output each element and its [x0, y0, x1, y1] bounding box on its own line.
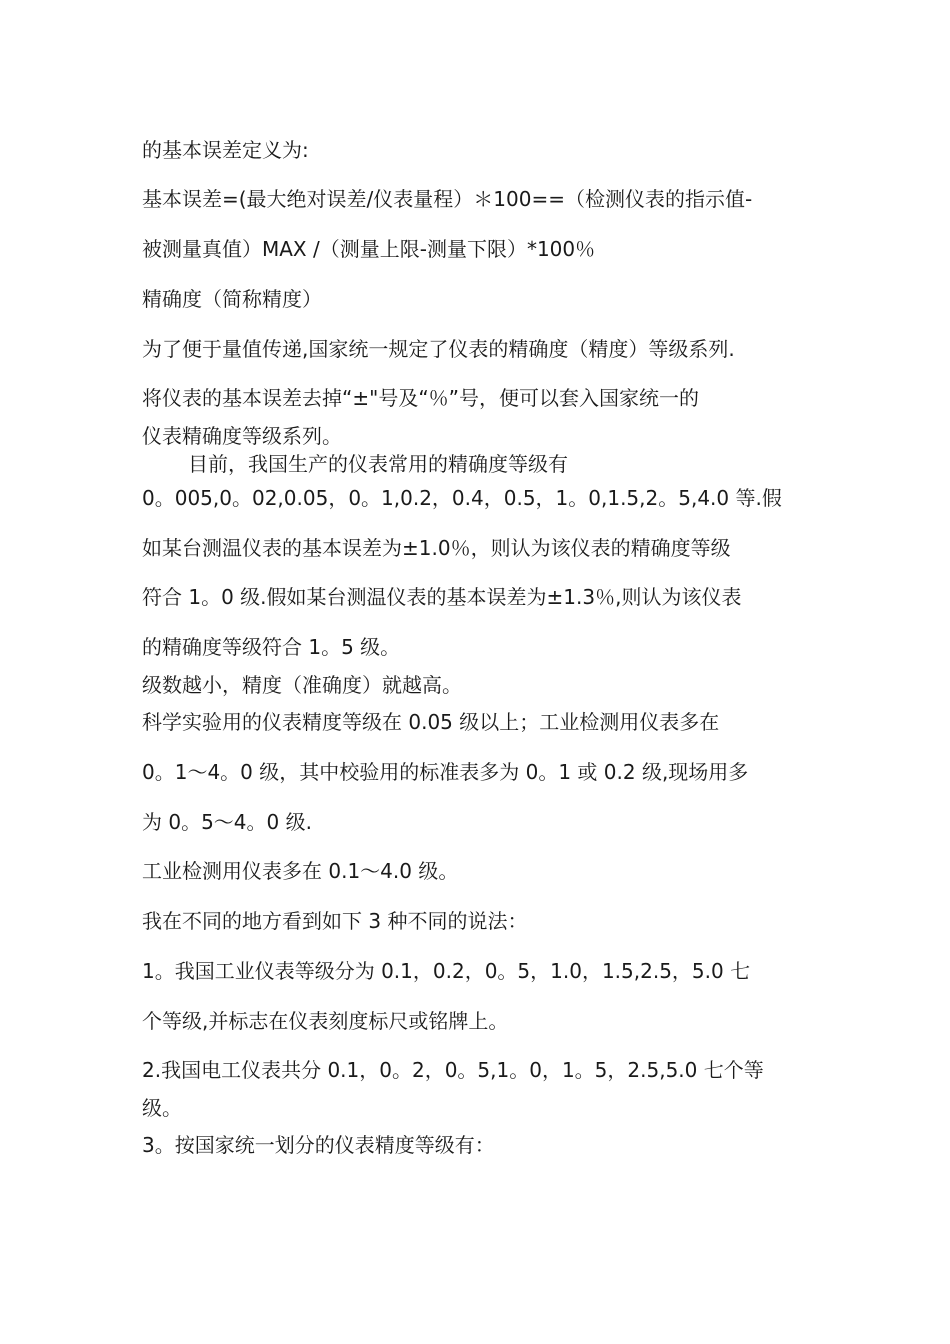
text-line-23: 3。按国家统一划分的仪表精度等级有： — [142, 1133, 495, 1157]
text-line-2: 基本误差=(最大绝对误差/仪表量程）＊100==（检测仪表的指示值- — [142, 187, 753, 211]
text-line-3: 被测量真值）MAX /（测量上限-测量下限）*100％ — [142, 237, 596, 261]
text-line-18: 我在不同的地方看到如下 3 种不同的说法： — [142, 909, 528, 933]
text-line-13: 级数越小，精度（准确度）就越高。 — [142, 673, 462, 697]
text-line-17: 工业检测用仪表多在 0.1～4.0 级。 — [142, 859, 459, 883]
text-line-6: 将仪表的基本误差去掉“±"号及“％”号，便可以套入国家统一的 — [142, 386, 700, 410]
text-line-11: 符合 1。0 级.假如某台测温仪表的基本误差为±1.3％,则认为该仪表 — [142, 585, 742, 609]
text-line-20: 个等级,并标志在仪表刻度标尺或铭牌上。 — [142, 1009, 509, 1033]
text-line-1: 的基本误差定义为: — [142, 138, 309, 162]
text-line-12: 的精确度等级符合 1。5 级。 — [142, 635, 401, 659]
text-line-5: 为了便于量值传递,国家统一规定了仪表的精确度（精度）等级系列. — [142, 337, 735, 361]
text-line-4: 精确度（简称精度） — [142, 287, 322, 311]
text-line-8: 目前，我国生产的仪表常用的精确度等级有 — [188, 452, 568, 476]
text-line-7: 仪表精确度等级系列。 — [142, 424, 342, 448]
text-line-19: 1。我国工业仪表等级分为 0.1，0.2，0。5，1.0，1.5,2.5，5.0 七 — [142, 959, 751, 983]
text-line-21: 2.我国电工仪表共分 0.1，0。2，0。5,1。0，1。5，2.5,5.0 七个等 — [142, 1058, 764, 1082]
text-line-16: 为 0。5～4。0 级. — [142, 810, 312, 834]
text-line-14: 科学实验用的仪表精度等级在 0.05 级以上；工业检测用仪表多在 — [142, 710, 720, 734]
text-line-9: 0。005,0。02,0.05，0。1,0.2，0.4，0.5，1。0,1.5,2。5,4.0 等.假 — [142, 486, 782, 510]
text-line-22: 级。 — [142, 1096, 182, 1120]
text-line-10: 如某台测温仪表的基本误差为±1.0％，则认为该仪表的精确度等级 — [142, 536, 731, 560]
text-line-15: 0。1～4。0 级，其中校验用的标准表多为 0。1 或 0.2 级,现场用多 — [142, 760, 749, 784]
